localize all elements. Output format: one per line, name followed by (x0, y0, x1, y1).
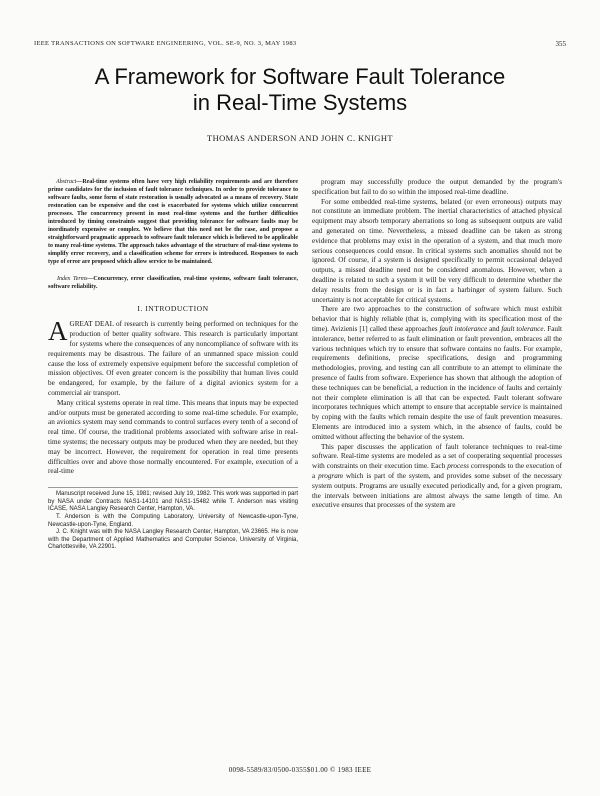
intro-paragraph-2: Many critical systems operate in real time. This means that inputs may be expected and/or outputs must be generated according to some real-time schedule. For example, an avionics system may send commands to control surfaces every tenth of a second of real time. Of course, the traditional problems associated with software arise in real-time systems; the necessary outputs may be produced when they are needed, but they may be incorrect. However, the requirement for operation in real time presents difficulties over and above those normally encountered. For example, execution of a real-time (48, 398, 298, 476)
right-paragraph-4-part-3: which is part of the system, and provides some subset of the necessary system outputs. Programs are usually executed periodically and, for a given program, the intervals between initiations are almost always the same length of time. An executive ensures that processes of the system are (312, 471, 562, 510)
title-line-2: in Real-Time Systems (192, 90, 408, 115)
right-paragraph-3-part-3: . Fault intolerance, better referred to as fault elimination or fault prevention, embraces all the various techniques which try to ensure that software contains no faults. For example, requirements definitions, precise specifications, design and programming methodologies, proving, and testing can all contribute to an attempt to eliminate the presence of faults from software. Experience has shown that although the adoption of these techniques can be beneficial, a reduction in the incidence of faults and certainly not their complete elimination is all that can be expected. Fault tolerant software incorporates techniques which attempt to ensure that acceptable service is maintained by coping with the faults which remain despite the use of fault prevention measures. Elements are introduced into a system which, in the absence of faults, could be omitted without affecting the behavior of the system. (312, 324, 562, 441)
right-paragraph-4-part-1: This paper discusses the application of fault tolerance techniques to real-time software. Real-time systems are modeled as a set of cooperating sequential processes with constraints on their execution time. Each (312, 442, 562, 471)
index-terms (48, 275, 298, 291)
running-head (34, 40, 566, 52)
abstract-paragraph (48, 178, 298, 267)
authors-line: THOMAS ANDERSON AND JOHN C. KNIGHT (207, 133, 393, 143)
section-heading-introduction: I. INTRODUCTION (137, 303, 209, 313)
term-program: program (318, 471, 344, 480)
right-paragraph-1: program may successfully produce the output demanded by the program's specification but fail to do so within the imposed real-time deadline. (312, 178, 562, 196)
footnote-knight: J. C. Knight was with the NASA Langley Research Center, Hampton, VA 23665. He is now with the Department of Applied Mathematics and Computer Science, University of Virginia, Charlottesville, VA 22901. (48, 529, 298, 551)
right-column (312, 178, 562, 511)
index-terms-label: Index Terms (57, 275, 88, 282)
term-process: process (447, 462, 469, 471)
right-paragraph-3 (312, 305, 562, 442)
footnote-manuscript: Manuscript received June 15, 1981; revised July 19, 1982. This work was supported in part by NASA under Contracts NAS1-14101 and NAS1-15482 while T. Anderson was visiting ICASE, NASA Langley Research Center, Hampton, VA. (48, 491, 298, 513)
drop-cap: A (48, 316, 68, 347)
intro-paragraph-1 (48, 316, 298, 398)
paper-title (40, 64, 560, 116)
journal-running-head: IEEE TRANSACTIONS ON SOFTWARE ENGINEERING, VOL. SE-9, NO. 3, MAY 1983 (34, 40, 297, 47)
index-terms-text: —Concurrency, error classification, real-time systems, software fault tolerance, software reliability. (48, 275, 298, 290)
left-column (48, 178, 298, 552)
term-fault-intolerance: fault intolerance (439, 324, 488, 333)
right-paragraph-3-part-1: There are two approaches to the construction of software which must exhibit behavior that is highly reliable (that is, complying with its specification most of the time). Avizienis [1] called these approaches (312, 305, 562, 333)
intro-paragraph-1-text: GREAT DEAL of research is currently being performed on techniques for the production of better quality software. This research is particularly important for systems where the consequences of any noncompliance of software with its requirements may be disastrous. The failure of an unmanned space mission could cause the loss of extremely expensive equipment before the successful completion of mission objectives. Of even greater concern is the possibility that human lives could be endangered, for example, by the failure of a digital avionics system for a commercial air transport. (48, 320, 298, 397)
right-paragraph-4 (312, 443, 562, 512)
right-paragraph-3-part-2: and (487, 324, 502, 333)
abstract-label: Abstract (56, 179, 77, 185)
copyright-line: 0098-5589/83/0500-0355$01.00 © 1983 IEEE (228, 766, 372, 774)
right-paragraph-4-part-2: corresponds to the execution of a (312, 462, 562, 480)
abstract-text: —Real-time systems often have very high reliability requirements and are therefore prime candidates for the inclusion of fault tolerance techniques. In order to provide tolerance to software faults, some form of state restoration is usually advocated as a means of recovery. State restoration can be expensive and the cost is exacerbated for systems which utilize concurrent processes. The concurrency present in most real-time systems and the further difficulties introduced by timing constraints suggest that providing tolerance for software faults may be inordinately expensive or complex. We believe that this need not be the case, and propose a straightforward pragmatic approach to software fault tolerance which is believed to be applicable to many real-time systems. The approach takes advantage of the structure of real-time systems to simplify error recovery, and a classification scheme for errors is introduced. Responses to each type of error are proposed which allow service to be maintained. (48, 179, 298, 266)
right-paragraph-2: For some embedded real-time systems, belated (or even erroneous) outputs may not constitute an immediate problem. The inertial characteristics of attached physical equipment may absorb temporary aberrations so long as subsequent outputs are valid and generated on time. Nevertheless, a missed deadline can be taken as strong evidence that problems may exist in the operation of a system, and that much more serious consequences could ensue. In critical systems such anomalies should not be ignored. Of course, if a system is designed specifically to permit occasional delayed outputs, a missed deadline need not be considered anomalous. However, when a deadline is related to such a system it will be very difficult to determine whether the delay results from the design or is in fact a harbinger of system failure. Such uncertainty is not acceptable for critical systems. (312, 197, 562, 304)
abstract (48, 178, 298, 267)
term-fault-tolerance: fault tolerance (501, 324, 544, 333)
page-number: 355 (555, 40, 566, 48)
title-line-1: A Framework for Software Fault Tolerance (94, 64, 506, 89)
footnotes (48, 487, 298, 552)
footnote-anderson: T. Anderson is with the Computing Laboratory, University of Newcastle-upon-Tyne, Newcastle-upon-Tyne, England. (48, 513, 298, 528)
